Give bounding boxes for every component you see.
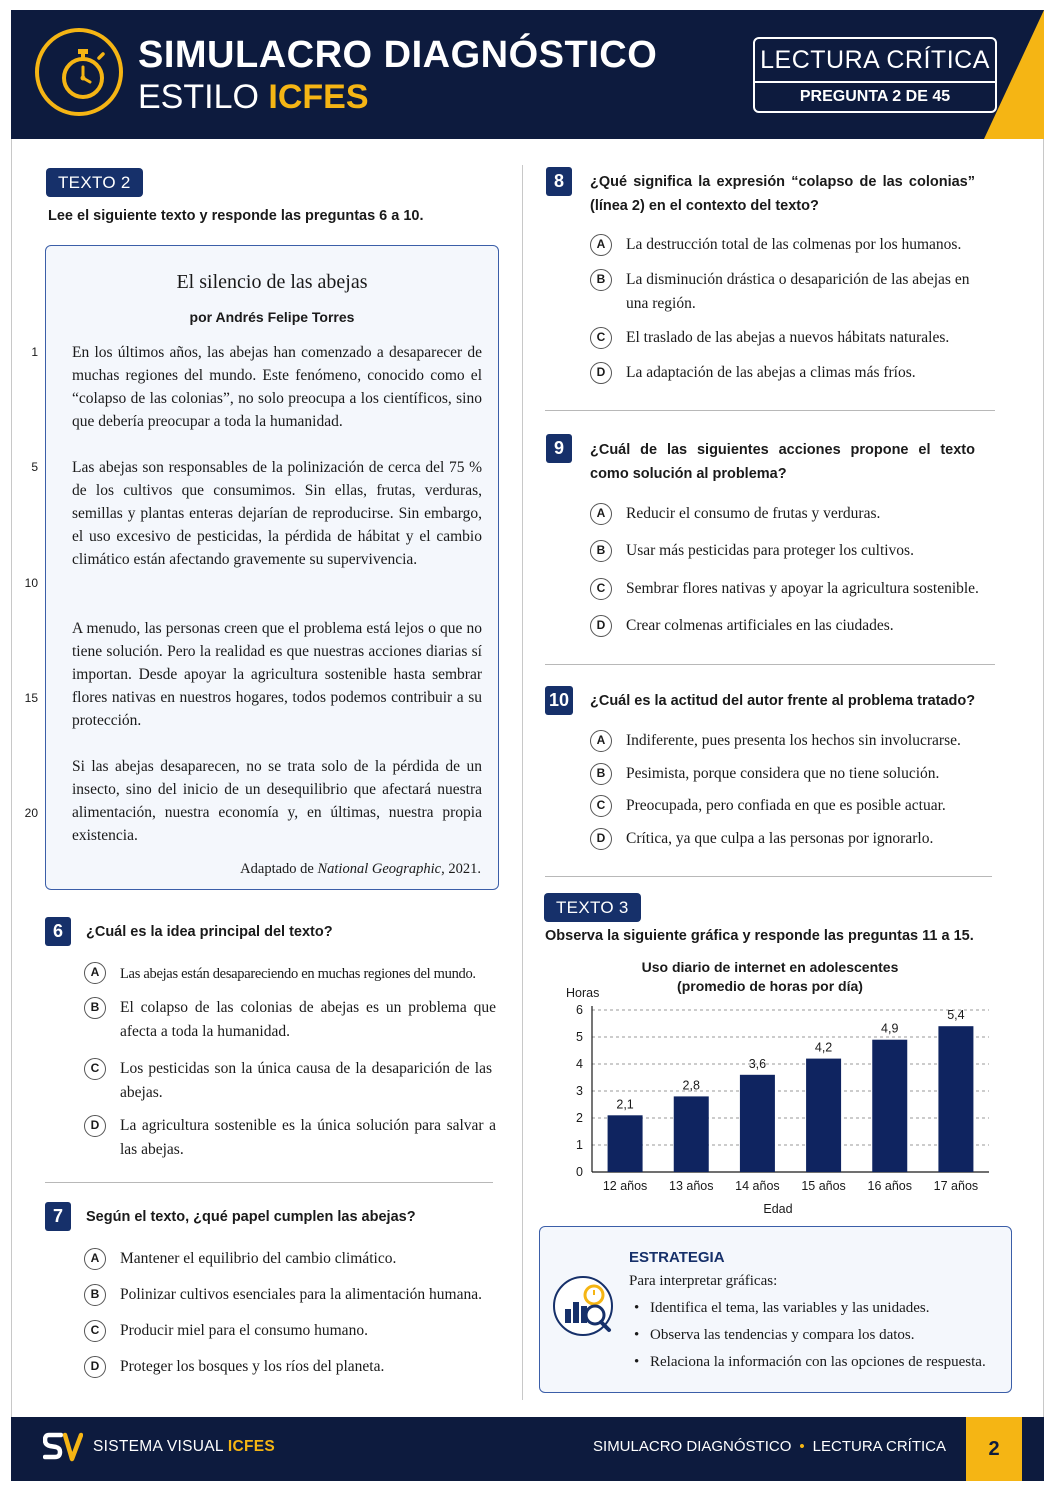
page-footer <box>11 1417 1044 1481</box>
x-tick-label: 13 años <box>669 1179 714 1193</box>
line-number: 1 <box>31 345 38 359</box>
question-9-text: ¿Cuál de las siguientes acciones propone el texto como solución al problema? <box>590 442 975 482</box>
y-tick-label: 2 <box>576 1111 583 1125</box>
option-a-radio[interactable]: A <box>84 962 106 984</box>
reading-passage <box>45 245 499 890</box>
option-c-radio[interactable]: C <box>590 578 612 600</box>
footer-brand: SISTEMA VISUAL ICFES <box>93 1438 276 1455</box>
question-8-text: ¿Qué significa la expresión “colapso de las colonias” (línea 2) en el contexto del texto? <box>590 174 975 214</box>
separator <box>545 664 995 665</box>
option-b-text[interactable]: El colapso de las colonias de abejas es un problema que afecta a toda la humanidad. <box>120 999 496 1040</box>
bar-value-label: 3,6 <box>748 1056 767 1071</box>
option-d-radio[interactable]: D <box>84 1356 106 1378</box>
question-6-text: ¿Cuál es la idea principal del texto? <box>86 924 333 940</box>
bar-value-label: 4,2 <box>814 1040 833 1055</box>
passage-paragraph: A menudo, las personas creen que el problema está lejos o que no tiene solución. Pero la realidad es que nuestras acciones diarias sí importan. Desde apoyar la agricultura sostenible hasta sembrar flores nativas en nuestros hogares, todos podemos contribuir a su protección. <box>72 620 482 729</box>
question-6-number: 6 <box>45 917 71 946</box>
passage-paragraph: Las abejas son responsables de la polinización de cerca del 75 % de los cultivos que consumimos. Sin ellas, frutas, verduras, semillas y plantas enteras dejarían de reproducirse. Sin embargo, el uso excesivo de pesticidas, la pérdida de hábitat y el cambio climático están afectando gravemente su supervivencia. <box>72 459 482 568</box>
bar <box>806 1059 841 1172</box>
passage-source: Adaptado de National Geographic, 2021. <box>240 861 481 877</box>
line-number: 15 <box>24 691 38 705</box>
question-10-number: 10 <box>545 686 573 715</box>
option-b-text[interactable]: Usar más pesticidas para proteger los cultivos. <box>626 542 914 559</box>
option-d-text[interactable]: La agricultura sostenible es la única solución para salvar a las abejas. <box>120 1117 496 1158</box>
passage-title: El silencio de las abejas <box>176 271 368 293</box>
question-7-text: Según el texto, ¿qué papel cumplen las abejas? <box>86 1209 416 1225</box>
bar-value-label: 2,1 <box>616 1097 634 1112</box>
strategy-title: ESTRATEGIA <box>629 1249 725 1266</box>
separator <box>45 1182 493 1183</box>
option-a-radio[interactable]: A <box>590 234 612 256</box>
option-d-text[interactable]: La adaptación de las abejas a climas más fríos. <box>626 364 916 381</box>
subject-label: LECTURA CRÍTICA <box>755 39 995 83</box>
y-axis-label: Horas <box>566 986 600 1000</box>
page-number: 2 <box>966 1417 1022 1481</box>
x-tick-label: 12 años <box>602 1179 648 1193</box>
option-c-text[interactable]: Producir miel para el consumo humano. <box>120 1322 368 1339</box>
strategy-item: • Observa las tendencias y compara los datos. <box>634 1327 915 1344</box>
option-b-text[interactable]: Polinizar cultivos esenciales para la alimentación humana. <box>120 1286 482 1303</box>
option-c-radio[interactable]: C <box>84 1320 106 1342</box>
question-counter: PREGUNTA 2 DE 45 <box>799 88 951 105</box>
option-a-radio[interactable]: A <box>590 503 612 525</box>
chart-title: Uso diario de internet en adolescentes <box>641 959 899 975</box>
bar-value-label: 5,4 <box>947 1008 965 1023</box>
page-header <box>11 10 1044 139</box>
option-d-radio[interactable]: D <box>590 828 612 850</box>
y-tick-label: 0 <box>576 1165 583 1179</box>
footer-section-label: SIMULACRO DIAGNÓSTICO • LECTURA CRÍTICA <box>593 1438 946 1455</box>
bar <box>608 1115 643 1172</box>
option-a-text[interactable]: Las abejas están desapareciendo en muchas regiones del mundo. <box>120 966 476 982</box>
sv-logo-icon <box>43 1431 83 1470</box>
bar <box>674 1096 709 1172</box>
bar <box>938 1026 973 1172</box>
question-7-number: 7 <box>45 1202 71 1231</box>
texto-3-instruction: Observa la siguiente gráfica y responde las preguntas 11 a 15. <box>545 928 974 944</box>
option-a-radio[interactable]: A <box>84 1248 106 1270</box>
y-tick-label: 1 <box>576 1138 583 1152</box>
texto-3-tag: TEXTO 3 <box>544 893 641 922</box>
option-b-radio[interactable]: B <box>84 997 106 1019</box>
option-a-text[interactable]: La destrucción total de las colmenas por los humanos. <box>626 236 962 253</box>
option-a-text[interactable]: Indiferente, pues presenta los hechos sin involucrarse. <box>626 732 961 749</box>
option-c-radio[interactable]: C <box>590 327 612 349</box>
option-c-text[interactable]: Preocupada, pero confiada en que es posible actuar. <box>626 797 946 814</box>
y-tick-label: 6 <box>576 1003 583 1017</box>
bar-value-label: 4,9 <box>881 1021 899 1036</box>
option-c-text[interactable]: Los pesticidas son la única causa de la desaparición de las abejas. <box>120 1060 492 1101</box>
strategy-box <box>539 1226 1012 1393</box>
strategy-item: • Relaciona la información con las opciones de respuesta. <box>634 1354 986 1371</box>
x-axis-label: Edad <box>763 1202 793 1216</box>
passage-author: por Andrés Felipe Torres <box>189 309 355 325</box>
chart-subtitle: (promedio de horas por día) <box>677 978 863 994</box>
question-9-number: 9 <box>546 434 572 463</box>
question-8-number: 8 <box>546 167 572 196</box>
texto-2-instruction: Lee el siguiente texto y responde las preguntas 6 a 10. <box>48 208 424 224</box>
bar-value-label: 2,8 <box>682 1078 700 1093</box>
separator <box>545 876 992 877</box>
page-border-right <box>1043 139 1044 1417</box>
header-subtitle: ESTILO ICFES <box>138 78 369 116</box>
option-d-text[interactable]: Proteger los bosques y los ríos del planeta. <box>120 1358 385 1375</box>
column-divider <box>522 165 523 1400</box>
x-tick-label: 14 años <box>735 1179 780 1193</box>
option-b-radio[interactable]: B <box>590 269 612 291</box>
bar <box>872 1040 907 1172</box>
separator <box>545 410 995 411</box>
option-a-text[interactable]: Reducir el consumo de frutas y verduras. <box>626 505 881 522</box>
option-b-radio[interactable]: B <box>84 1284 106 1306</box>
option-c-radio[interactable]: C <box>84 1058 106 1080</box>
bar <box>740 1075 775 1172</box>
y-tick-label: 3 <box>576 1084 583 1098</box>
strategy-item: • Identifica el tema, las variables y las unidades. <box>634 1300 929 1317</box>
line-number: 10 <box>24 576 38 590</box>
line-number: 20 <box>24 806 38 820</box>
option-d-radio[interactable]: D <box>590 362 612 384</box>
option-b-text[interactable]: La disminución drástica o desaparición de las abejas en una región. <box>626 271 970 312</box>
option-c-text[interactable]: El traslado de las abejas a nuevos hábitats naturales. <box>626 329 950 346</box>
option-b-radio[interactable]: B <box>590 540 612 562</box>
x-tick-label: 16 años <box>867 1179 912 1193</box>
x-tick-label: 15 años <box>801 1179 846 1193</box>
option-a-radio[interactable]: A <box>590 730 612 752</box>
question-10-text: ¿Cuál es la actitud del autor frente al problema tratado? <box>590 693 976 709</box>
texto-2-tag: TEXTO 2 <box>46 168 143 197</box>
option-d-radio[interactable]: D <box>84 1115 106 1137</box>
passage-paragraph: Si las abejas desaparecen, no se trata solo de la pérdida de un insecto, sino del inicio de un desequilibrio que afectará nuestra alimentación, nuestra economía y, en últimas, nuestra propia existencia. <box>72 758 482 844</box>
option-d-text[interactable]: Crear colmenas artificiales en las ciudades. <box>626 617 894 634</box>
page-border-left <box>11 139 12 1417</box>
chart-magnifier-icon <box>552 1273 618 1344</box>
option-a-text[interactable]: Mantener el equilibrio del cambio climático. <box>120 1250 397 1267</box>
y-tick-label: 4 <box>576 1057 583 1071</box>
option-c-radio[interactable]: C <box>590 795 612 817</box>
header-title: SIMULACRO DIAGNÓSTICO <box>138 34 658 76</box>
line-number: 5 <box>31 460 38 474</box>
x-tick-label: 17 años <box>933 1179 979 1193</box>
subject-box <box>753 37 997 113</box>
passage-paragraph: En los últimos años, las abejas han comenzado a desaparecer de muchas regiones del mundo. Este fenómeno, conocido como el “colapso de las colonias”, no solo preocupa a los científicos, sino que debería preocupar a toda la humanidad. <box>72 344 482 430</box>
option-d-text[interactable]: Crítica, ya que culpa a las personas por ignorarlo. <box>626 830 934 847</box>
option-c-text[interactable]: Sembrar flores nativas y apoyar la agricultura sostenible. <box>626 580 979 597</box>
option-b-text[interactable]: Pesimista, porque considera que no tiene solución. <box>626 765 940 782</box>
stopwatch-icon <box>35 28 123 116</box>
option-d-radio[interactable]: D <box>590 615 612 637</box>
y-tick-label: 5 <box>576 1030 583 1044</box>
option-b-radio[interactable]: B <box>590 763 612 785</box>
bar-chart <box>556 985 996 1220</box>
strategy-intro: Para interpretar gráficas: <box>629 1273 778 1289</box>
